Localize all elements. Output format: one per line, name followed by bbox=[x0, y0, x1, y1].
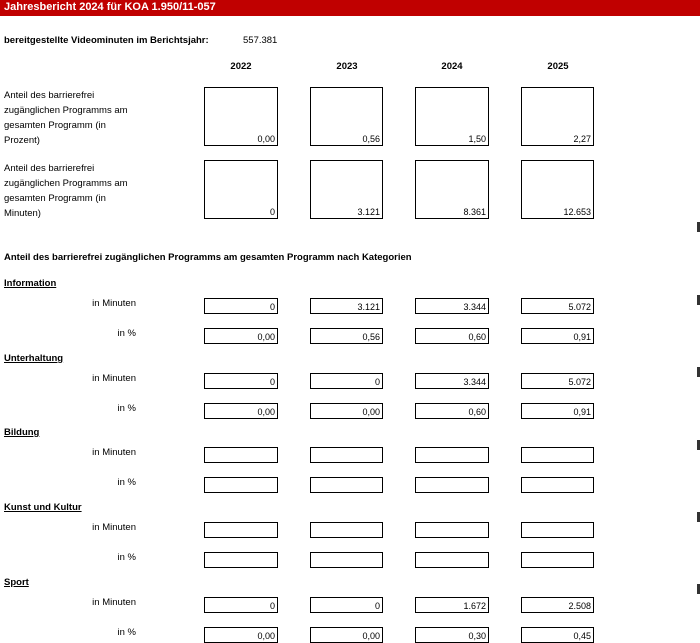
cell-value: 0,56 bbox=[362, 332, 380, 342]
row-label-percent: in % bbox=[117, 552, 136, 563]
cell-value: 0,91 bbox=[573, 407, 591, 417]
cell-value: 0,00 bbox=[257, 631, 275, 641]
cell-value: 1.672 bbox=[463, 601, 486, 611]
cell-value: 3.344 bbox=[463, 377, 486, 387]
minutes-cell[interactable] bbox=[415, 298, 489, 314]
cell-value: 3.344 bbox=[463, 302, 486, 312]
minutes-cell[interactable] bbox=[310, 447, 383, 463]
percent-cell[interactable] bbox=[521, 552, 594, 568]
cell-value: 0,00 bbox=[257, 407, 275, 417]
percent-cell[interactable] bbox=[415, 403, 489, 419]
category-name: Information bbox=[4, 278, 57, 289]
cell-value: 0,00 bbox=[257, 332, 275, 342]
percent-cell[interactable] bbox=[521, 627, 594, 643]
row-label-minutes: in Minuten bbox=[92, 597, 136, 608]
summary-percent-cell[interactable]: 0,00 bbox=[204, 87, 278, 146]
year-header-2023: 2023 bbox=[336, 61, 358, 72]
year-header-2022: 2022 bbox=[230, 61, 252, 72]
year-header-2024: 2024 bbox=[441, 61, 463, 72]
minutes-cell[interactable] bbox=[204, 597, 278, 613]
percent-cell[interactable] bbox=[204, 552, 278, 568]
percent-cell[interactable] bbox=[310, 552, 383, 568]
cell-value: 0 bbox=[269, 601, 275, 611]
minutes-cell[interactable] bbox=[521, 373, 594, 389]
summary-minutes-cell[interactable]: 12.653 bbox=[521, 160, 594, 219]
minutes-cell[interactable] bbox=[521, 522, 594, 538]
cell-value: 5.072 bbox=[568, 302, 591, 312]
report-title-bar bbox=[0, 0, 700, 16]
row-label-percent: in % bbox=[117, 477, 136, 488]
minutes-cell[interactable] bbox=[521, 447, 594, 463]
percent-cell[interactable] bbox=[415, 477, 489, 493]
row-label-minutes: in Minuten bbox=[92, 373, 136, 384]
minutes-cell[interactable] bbox=[310, 597, 383, 613]
summary-minutes-cell[interactable]: 0 bbox=[204, 160, 278, 219]
summary-percent-cell[interactable]: 2,27 bbox=[521, 87, 594, 146]
minutes-cell[interactable] bbox=[310, 373, 383, 389]
cell-value: 0 bbox=[374, 377, 380, 387]
percent-cell[interactable] bbox=[204, 627, 278, 643]
summary-minutes-cell[interactable]: 8.361 bbox=[415, 160, 489, 219]
minutes-cell[interactable] bbox=[415, 522, 489, 538]
row-label-percent: in % bbox=[117, 328, 136, 339]
summary-minutes-cell[interactable]: 3.121 bbox=[310, 160, 383, 219]
cell-value: 3.121 bbox=[357, 302, 380, 312]
cell-value: 0 bbox=[269, 377, 275, 387]
percent-cell[interactable] bbox=[310, 328, 383, 344]
cell-value: 0,60 bbox=[468, 407, 486, 417]
category-name: Sport bbox=[4, 577, 29, 588]
category-name: Kunst und Kultur bbox=[4, 502, 82, 513]
percent-cell[interactable] bbox=[310, 403, 383, 419]
percent-cell[interactable] bbox=[415, 328, 489, 344]
percent-cell[interactable] bbox=[415, 627, 489, 643]
cell-value: 0 bbox=[269, 302, 275, 312]
row-label-minutes: in Minuten bbox=[92, 447, 136, 458]
minutes-value: 557.381 bbox=[243, 35, 278, 46]
row-label-percent: in % bbox=[117, 403, 136, 414]
percent-cell[interactable] bbox=[310, 477, 383, 493]
category-name: Bildung bbox=[4, 427, 40, 438]
summary-percent-label: Anteil des barrierefrei zugänglichen Programms am gesamten Programm (in Prozent) bbox=[4, 90, 128, 146]
section-title: Anteil des barrierefrei zugänglichen Programms am gesamten Programm nach Kategorien bbox=[4, 252, 412, 263]
minutes-cell[interactable] bbox=[204, 447, 278, 463]
cell-value: 0,91 bbox=[573, 332, 591, 342]
percent-cell[interactable] bbox=[204, 403, 278, 419]
cell-value: 0 bbox=[374, 601, 380, 611]
year-header-2025: 2025 bbox=[547, 61, 569, 72]
minutes-cell[interactable] bbox=[310, 522, 383, 538]
minutes-cell[interactable] bbox=[310, 298, 383, 314]
minutes-cell[interactable] bbox=[415, 447, 489, 463]
report-title: Jahresbericht 2024 für KOA 1.950/11-057 bbox=[4, 1, 216, 13]
minutes-cell[interactable] bbox=[415, 597, 489, 613]
cell-value: 0,60 bbox=[468, 332, 486, 342]
cell-value: 5.072 bbox=[568, 377, 591, 387]
minutes-cell[interactable] bbox=[521, 597, 594, 613]
cell-value: 0,00 bbox=[362, 407, 380, 417]
minutes-cell[interactable] bbox=[521, 298, 594, 314]
percent-cell[interactable] bbox=[310, 627, 383, 643]
percent-cell[interactable] bbox=[521, 403, 594, 419]
cell-value: 0,00 bbox=[362, 631, 380, 641]
row-label-percent: in % bbox=[117, 627, 136, 638]
summary-percent-cell[interactable]: 0,56 bbox=[310, 87, 383, 146]
cell-value: 0,30 bbox=[468, 631, 486, 641]
cell-value: 2.508 bbox=[568, 601, 591, 611]
percent-cell[interactable] bbox=[204, 477, 278, 493]
minutes-label: bereitgestellte Videominuten im Berichtsjahr: bbox=[4, 35, 209, 46]
percent-cell[interactable] bbox=[415, 552, 489, 568]
summary-percent-cell[interactable]: 1,50 bbox=[415, 87, 489, 146]
row-label-minutes: in Minuten bbox=[92, 522, 136, 533]
minutes-cell[interactable] bbox=[204, 522, 278, 538]
minutes-cell[interactable] bbox=[415, 373, 489, 389]
percent-cell[interactable] bbox=[521, 477, 594, 493]
category-name: Unterhaltung bbox=[4, 353, 64, 364]
minutes-cell[interactable] bbox=[204, 373, 278, 389]
summary-minutes-label: Anteil des barrierefrei zugänglichen Programms am gesamten Programm (in Minuten) bbox=[4, 163, 128, 219]
cell-value: 0,45 bbox=[573, 631, 591, 641]
row-label-minutes: in Minuten bbox=[92, 298, 136, 309]
percent-cell[interactable] bbox=[204, 328, 278, 344]
minutes-cell[interactable] bbox=[204, 298, 278, 314]
percent-cell[interactable] bbox=[521, 328, 594, 344]
